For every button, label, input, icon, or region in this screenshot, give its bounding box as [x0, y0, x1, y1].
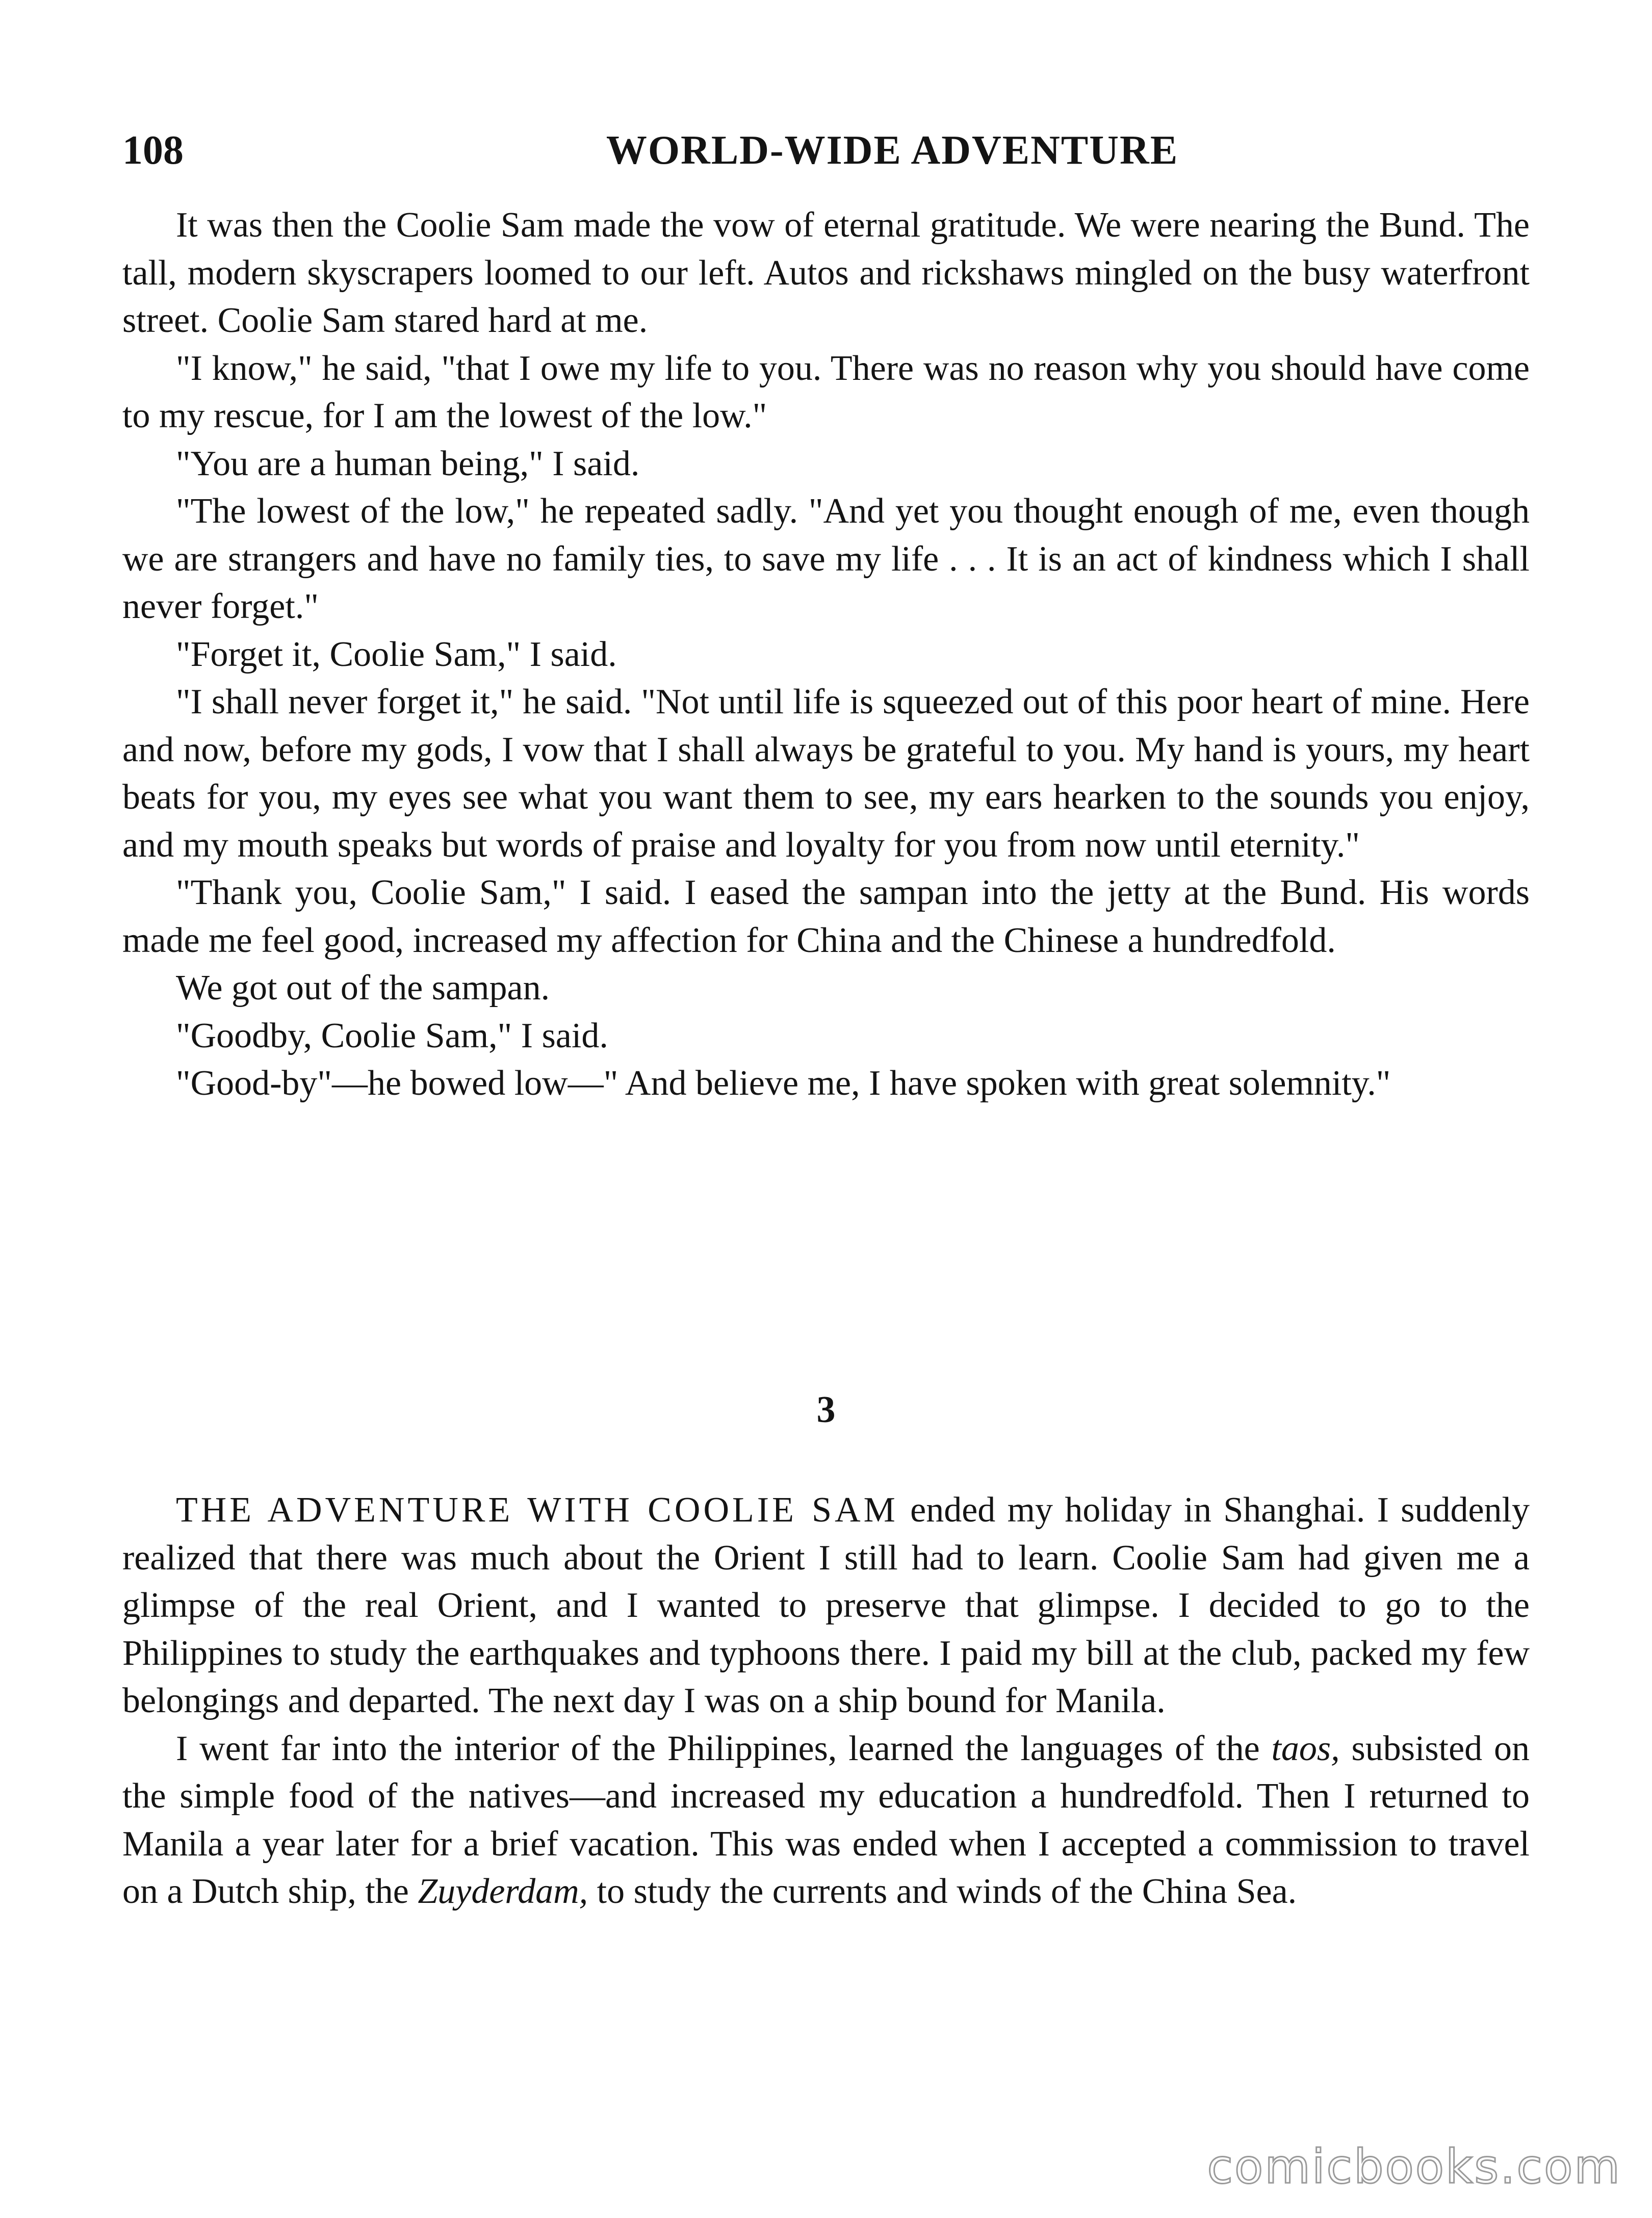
paragraph: "Good-by"—he bowed low—" And believe me, I have spoken with great solemnity." — [176, 1064, 1391, 1103]
paragraph: "The lowest of the low," he repeated sadly. "And yet you thought enough of me, even though we are strangers and have no family ties, to save my life . . . It is an act of kindness which I shall never forget." — [122, 492, 1530, 626]
running-header — [122, 122, 1530, 178]
paragraph: "Thank you, Coolie Sam," I said. I eased the sampan into the jetty at the Bund. His words made me feel good, increased my affection for China and the Chinese a hundredfold. — [122, 873, 1530, 960]
paragraph — [122, 1486, 1530, 1725]
paragraph: "I shall never forget it," he said. "Not until life is squeezed out of this poor heart of mine. Here and now, before my gods, I vow that I shall always be grateful to you. My hand is yours, my heart beats for you, my eyes see what you want them to see, my ears hearken to the sounds you enjoy, and my mouth speaks but words of praise and loyalty for you from now until eternity." — [122, 682, 1530, 865]
paragraph-text: I went far into the interior of the Philippines, learned the languages of the — [176, 1729, 1272, 1768]
paragraph — [122, 1725, 1530, 1916]
italic-term: taos, — [1271, 1729, 1340, 1768]
section-number: 3 — [816, 1389, 836, 1431]
paragraph: We got out of the sampan. — [176, 968, 550, 1008]
paragraph: It was then the Coolie Sam made the vow of eternal gratitude. We were nearing the Bund. The tall, modern skyscrapers loomed to our left. Autos and rickshaws mingled on the busy waterfront street. Coolie Sam stared hard at me. — [122, 205, 1530, 340]
paragraph: "I know," he said, "that I owe my life to you. There was no reason why you should have come to my rescue, for I am the lowest of the low." — [122, 348, 1530, 435]
paragraph-text: ended my holiday in Shanghai. I suddenly realized that there was much about the Orient I still had to learn. Coolie Sam had given me a glimpse of the real Orient, and I wanted to preserve that glimpse. I decided to go to the Philippines to study the earthquakes and typhoons there. I paid my bill at the club, packed my few belongings and departed. The next day I was on a ship bound for Manila. — [122, 1490, 1530, 1720]
page-number: 108 — [122, 128, 184, 173]
section-opening-caps: THE ADVENTURE WITH COOLIE SAM — [176, 1490, 898, 1530]
section-one-text — [122, 201, 1530, 1107]
paragraph-text: to study the currents and winds of the China Sea. — [588, 1872, 1297, 1911]
paragraph: "Forget it, Coolie Sam," I said. — [176, 634, 617, 674]
ship-name: Zuyderdam, — [418, 1872, 588, 1911]
paragraph: "You are a human being," I said. — [176, 444, 640, 483]
paragraph-text: subsisted on the simple food of the natives—and increased my education a hundredfold. Then I returned to Manila a year later for a brief vacation. This was ended when I accepted a commission to travel on a Dutch ship, the — [122, 1729, 1530, 1911]
running-title: WORLD-WIDE ADVENTURE — [606, 128, 1179, 173]
paragraph: "Goodby, Coolie Sam," I said. — [176, 1016, 608, 1055]
watermark: comicbooks.com — [1207, 2139, 1621, 2194]
section-two-text — [122, 1486, 1530, 1916]
